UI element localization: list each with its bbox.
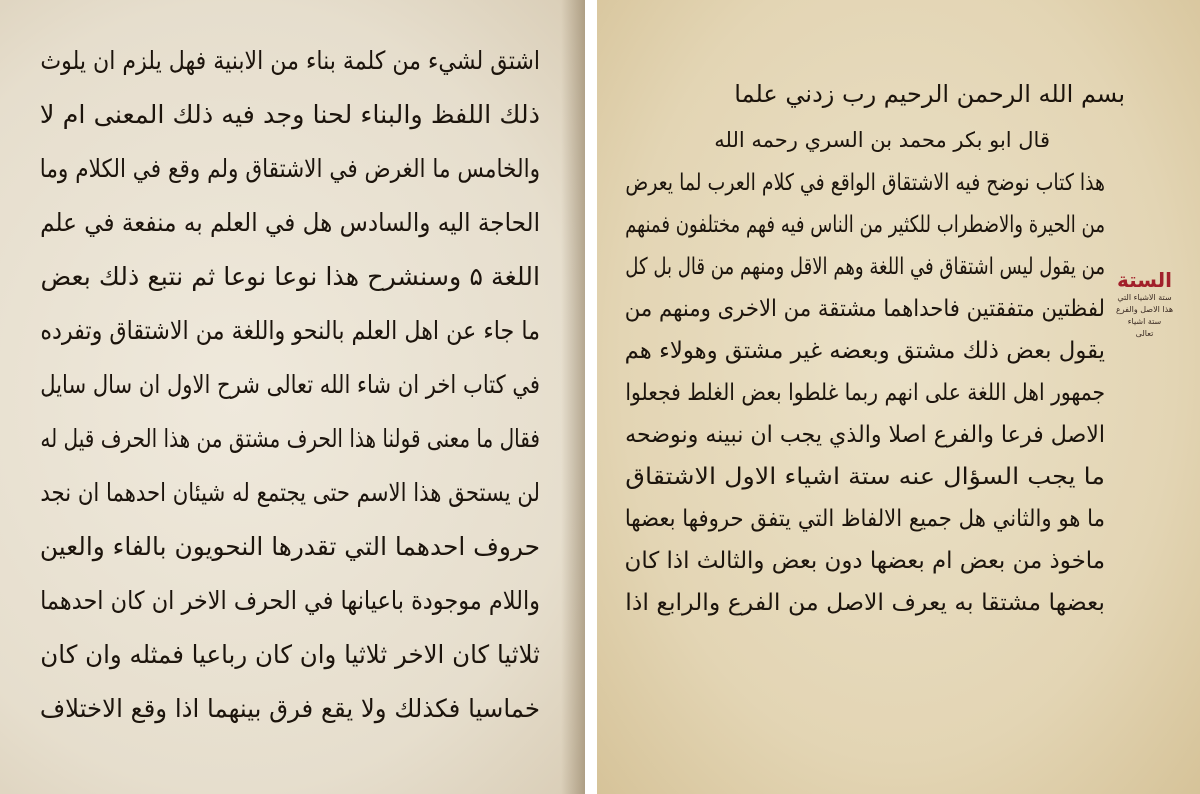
text-line: اللغة ۵ وسنشرح هذا نوعا نوعا ثم نتبع ذلك بعض [40, 262, 540, 291]
text-line: يقول بعض ذلك مشتق وبعضه غير مشتق وهولاء هم [624, 338, 1105, 364]
left-page-text [40, 48, 540, 750]
text-line: الاصل فرعا والفرع اصلا والذي يجب ان نبينه ونوضحه [625, 422, 1105, 448]
text-line: خماسيا فكذلك ولا يقع فرق بينهما اذا وقع الاختلاف [39, 694, 540, 723]
text-line: في كتاب اخر ان شاء الله تعالى شرح الاول ان سال سايل [40, 370, 540, 399]
right-manuscript-page [597, 0, 1200, 794]
text-line: والخامس ما الغرض في الاشتقاق ولم وقع في الكلام وما [39, 154, 540, 183]
margin-note-line: ستة الاشياء التي [1117, 293, 1172, 302]
text-line: من يقول ليس اشتقاق في اللغة وهم الاقل ومنهم من قال بل كل [625, 254, 1105, 280]
text-line: فقال ما معنى قولنا هذا الحرف مشتق من هذا الحرف قيل له [40, 424, 541, 453]
margin-note-line: تعالى [1135, 329, 1154, 338]
text-line: ما يجب السؤال عنه ستة اشياء الاول الاشتقاق [625, 464, 1105, 490]
text-line: ثلاثيا كان الاخر ثلاثيا وان كان رباعيا فمثله وان كان [40, 640, 540, 669]
text-line: جمهور اهل اللغة على انهم ربما غلطوا بعض الغلط فجعلوا [625, 380, 1105, 406]
text-line: بعضها مشتقا به يعرف الاصل من الفرع والرابع اذا [625, 590, 1105, 616]
author-line: قال ابو بكر محمد بن السري رحمه الله [714, 128, 1050, 152]
text-line: ما هو والثاني هل جميع الالفاظ التي يتفق حروفها بعضها [624, 506, 1105, 532]
margin-note-line: هذا الاصل والفرع [1115, 305, 1174, 314]
basmala: بسم الله الرحمن الرحيم رب زدني علما [734, 80, 1125, 108]
text-line: واللام موجودة باعيانها في الحرف الاخر ان كان احدهما [40, 586, 540, 615]
text-line: اشتق لشيء من كلمة بناء من الابنية فهل يلزم ان يلوث [40, 46, 541, 75]
right-page-text [625, 172, 1105, 634]
text-line: الحاجة اليه والسادس هل في العلم به منفعة في علم [40, 208, 541, 237]
text-line: ما جاء عن اهل العلم بالنحو واللغة من الاشتقاق وتفرده [40, 316, 541, 345]
text-line: ذلك اللفظ والبناء لحنا وجد فيه ذلك المعنى ام لا [39, 100, 541, 129]
text-line: من الحيرة والاضطراب للكثير من الناس فيه فهم مختلفون فمنهم [625, 212, 1105, 238]
text-line: هذا كتاب نوضح فيه الاشتقاق الواقع في كلام العرب لما يعرض [625, 170, 1105, 196]
left-manuscript-page [0, 0, 585, 794]
text-line: لن يستحق هذا الاسم حتى يجتمع له شيئان احدهما ان نجد [40, 478, 541, 507]
text-line: لفظتين متفقتين فاحداهما مشتقة من الاخرى ومنهم من [624, 296, 1105, 322]
text-line: حروف احدهما التي تقدرها النحويون بالفاء والعين [39, 532, 540, 561]
margin-heading: الستة [1116, 268, 1172, 292]
text-line: ماخوذ من بعض ام بعضها دون بعض والثالث اذا كان [624, 548, 1105, 574]
margin-note [1097, 268, 1192, 340]
margin-note-line: ستة اشياء [1127, 317, 1162, 326]
